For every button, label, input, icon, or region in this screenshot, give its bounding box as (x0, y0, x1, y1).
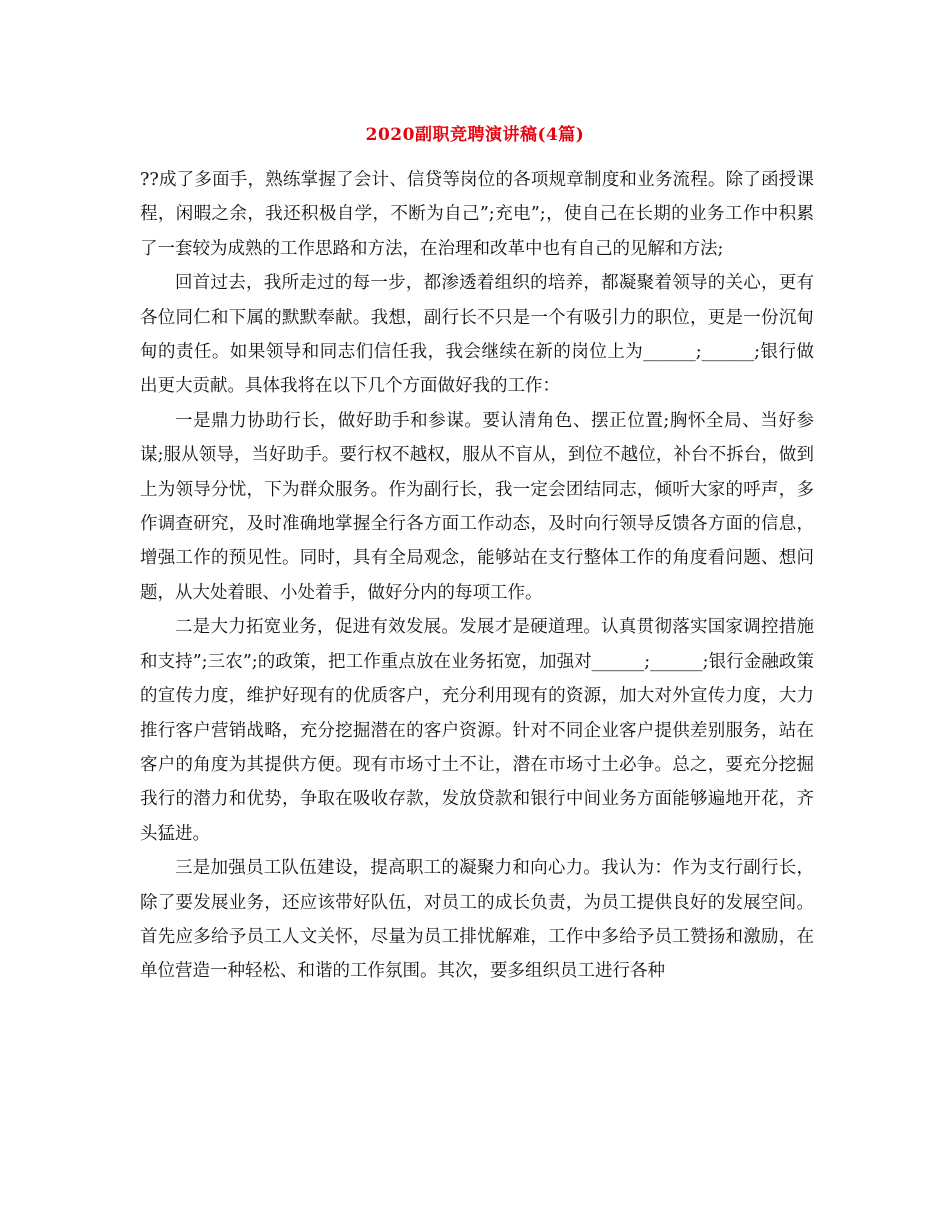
paragraph-3: 一是鼎力协助行长，做好助手和参谋。要认清角色、摆正位置;胸怀全局、当好参谋;服从领导，当好助手。要行权不越权，服从不盲从，到位不越位，补台不拆台，做到上为领导分忧，下为群众服务。作为副行长，我一定会团结同志，倾听大家的呼声，多作调查研究，及时准确地掌握全行各方面工作动态，及时向行领导反馈各方面的信息，增强工作的预见性。同时，具有全局观念，能够站在支行整体工作的角度看问题、想问题，从大处着眼、小处着手，做好分内的每项工作。 (140, 410, 814, 603)
paragraph-5: 三是加强员工队伍建设，提高职工的凝聚力和向心力。我认为：作为支行副行长，除了要发展业务，还应该带好队伍，对员工的成长负责，为员工提供良好的发展空间。首先应多给予员工人文关怀，尽量为员工排忧解难，工作中多给予员工赞扬和激励，在单位营造一种轻松、和谐的工作氛围。其次，要多组织员工进行各种 (140, 858, 814, 982)
paragraph-4: 二是大力拓宽业务，促进有效发展。发展才是硬道理。认真贯彻落实国家调控措施和支持”;三农”;的政策，把工作重点放在业务拓宽，加强对______;______;银行金融政策的宣传力度，维护好现有的优质客户，充分利用现有的资源，加大对外宣传力度，大力推行客户营销战略，充分挖掘潜在的客户资源。针对不同企业客户提供差别服务，站在客户的角度为其提供方便。现有市场寸土不让，潜在市场寸土必争。总之，要充分挖掘我行的潜力和优势，争取在吸收存款，发放贷款和银行中间业务方面能够遍地开花，齐头猛进。 (140, 617, 814, 844)
paragraph-2: 回首过去，我所走过的每一步，都渗透着组织的培养，都凝聚着领导的关心，更有各位同仁和下属的默默奉献。我想，副行长不只是一个有吸引力的职位，更是一份沉甸甸的责任。如果领导和同志们信任我，我会继续在新的岗位上为______;______;银行做出更大贡献。具体我将在以下几个方面做好我的工作： (140, 273, 814, 397)
paragraph-1: ??成了多面手，熟练掌握了会计、信贷等岗位的各项规章制度和业务流程。除了函授课程，闲暇之余，我还积极自学，不断为自己”;充电”;，使自己在长期的业务工作中积累了一套较为成熟的工作思路和方法，在治理和改革中也有自己的见解和方法; (140, 170, 814, 259)
document-body (140, 163, 814, 989)
document-title: 2020副职竞聘演讲稿(4篇) (365, 125, 585, 145)
